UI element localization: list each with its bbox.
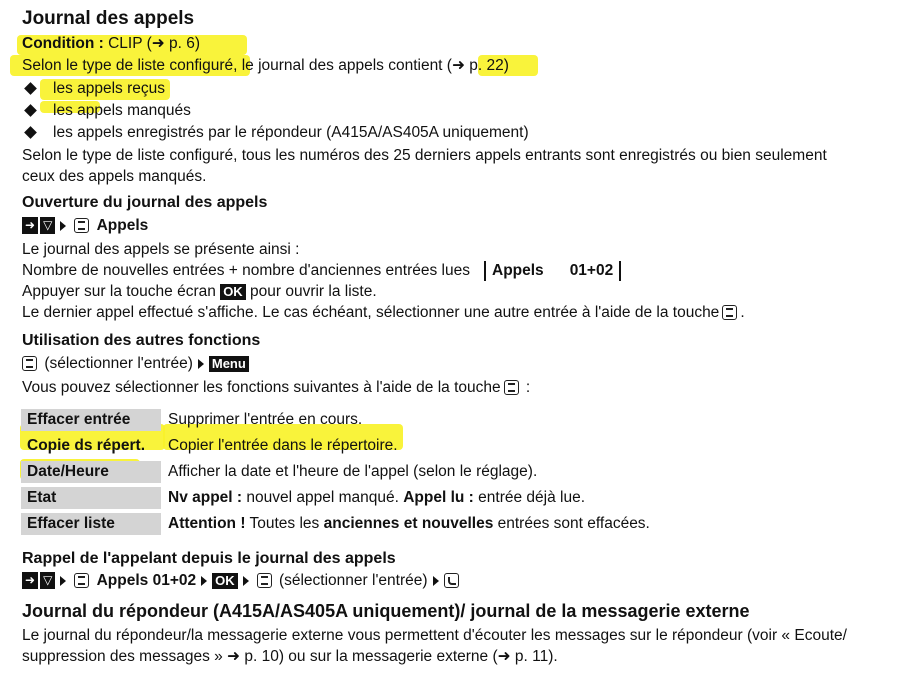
open-line-4: Le dernier appel effectué s'affiche. Le cas échéant, sélectionner une autre entrée à l'aide de la touche . xyxy=(22,304,745,321)
function-desc: Copier l'entrée dans le répertoire. xyxy=(168,437,398,454)
open-line-3: Appuyer sur la touche écran OK pour ouvrir la liste. xyxy=(22,283,377,300)
nav-path-recall: ➜ ▽ Appels 01+02 OK (sélectionner l'entrée) xyxy=(22,571,459,591)
call-key-icon xyxy=(444,573,459,588)
bullet-diamond-icon xyxy=(24,104,37,117)
ok-key-icon: OK xyxy=(220,284,246,300)
select-key-icon xyxy=(74,573,89,588)
intro-line: Selon le type de liste configuré, le journal des appels contient (➜ p. 22) xyxy=(22,57,509,74)
bullet-diamond-icon xyxy=(24,126,37,139)
menu-key-icon: Menu xyxy=(209,356,249,372)
nav-keys-icon: ➜ ▽ xyxy=(22,572,55,589)
function-key: Effacer entrée xyxy=(21,409,161,431)
condition-text: CLIP (➜ p. 6) xyxy=(103,35,201,52)
bullet-item: les appels enregistrés par le répondeur (A415A/AS405A uniquement) xyxy=(20,123,529,143)
nav-keys-icon: ➜ ▽ xyxy=(22,217,55,234)
other-line: Vous pouvez sélectionner les fonctions suivantes à l'aide de la touche : xyxy=(22,379,531,396)
table-row xyxy=(21,461,656,483)
arrow-right-icon xyxy=(60,221,66,231)
open-line-2: Nombre de nouvelles entrées + nombre d'anciennes entrées lues Appels 01+02 xyxy=(22,261,621,281)
paragraph-line: ceux des appels manqués. xyxy=(22,168,207,185)
table-row xyxy=(21,435,656,457)
arrow-right-icon xyxy=(201,576,207,586)
section-heading-answering: Journal du répondeur (A415A/AS405A uniquement)/ journal de la messagerie externe xyxy=(22,601,750,621)
select-key-icon xyxy=(257,573,272,588)
select-key-icon xyxy=(22,356,37,371)
function-key: Date/Heure xyxy=(21,461,161,483)
open-line-1: Le journal des appels se présente ainsi : xyxy=(22,241,300,258)
function-desc: Supprimer l'entrée en cours. xyxy=(168,411,363,428)
function-key: Copie ds répert. xyxy=(27,437,145,454)
function-key: Etat xyxy=(21,487,161,509)
display-preview: Appels 01+02 xyxy=(484,261,621,281)
nav-path-other: (sélectionner l'entrée) Menu xyxy=(22,354,249,374)
condition-label: Condition : xyxy=(22,35,104,52)
function-desc: Attention ! Toutes les anciennes et nouvelles entrées sont effacées. xyxy=(168,515,650,532)
table-row xyxy=(21,487,656,509)
ok-key-icon: OK xyxy=(212,573,238,589)
functions-table xyxy=(21,405,656,539)
bullet-item: les appels reçus xyxy=(20,79,165,99)
function-desc: Afficher la date et l'heure de l'appel (selon le réglage). xyxy=(168,463,538,480)
condition-line xyxy=(22,34,200,54)
select-key-icon xyxy=(74,218,89,233)
bullet-diamond-icon xyxy=(24,82,37,95)
section-heading-recall: Rappel de l'appelant depuis le journal des appels xyxy=(22,550,396,567)
answering-line: suppression des messages » ➜ p. 10) ou sur la messagerie externe (➜ p. 11). xyxy=(22,648,558,665)
table-row xyxy=(21,409,656,431)
table-row xyxy=(21,513,656,535)
arrow-right-icon xyxy=(433,576,439,586)
arrow-right-icon xyxy=(198,359,204,369)
page-title: Journal des appels xyxy=(22,8,195,29)
function-desc: Nv appel : nouvel appel manqué. Appel lu : entrée déjà lue. xyxy=(168,489,586,506)
function-key: Effacer liste xyxy=(21,513,161,535)
bullet-item: les appels manqués xyxy=(20,101,191,121)
arrow-right-icon xyxy=(60,576,66,586)
select-key-icon xyxy=(722,305,737,320)
section-heading-open: Ouverture du journal des appels xyxy=(22,194,268,211)
select-key-icon xyxy=(504,380,519,395)
paragraph-line: Selon le type de liste configuré, tous les numéros des 25 derniers appels entrants sont enregistrés ou bien seulement xyxy=(22,147,827,164)
section-heading-other: Utilisation des autres fonctions xyxy=(22,332,261,349)
arrow-right-icon xyxy=(243,576,249,586)
answering-line: Le journal du répondeur/la messagerie externe vous permettent d'écouter les messages sur le répondeur (voir « Ecoute/ xyxy=(22,627,847,644)
nav-path-open: ➜ ▽ Appels xyxy=(22,216,148,236)
